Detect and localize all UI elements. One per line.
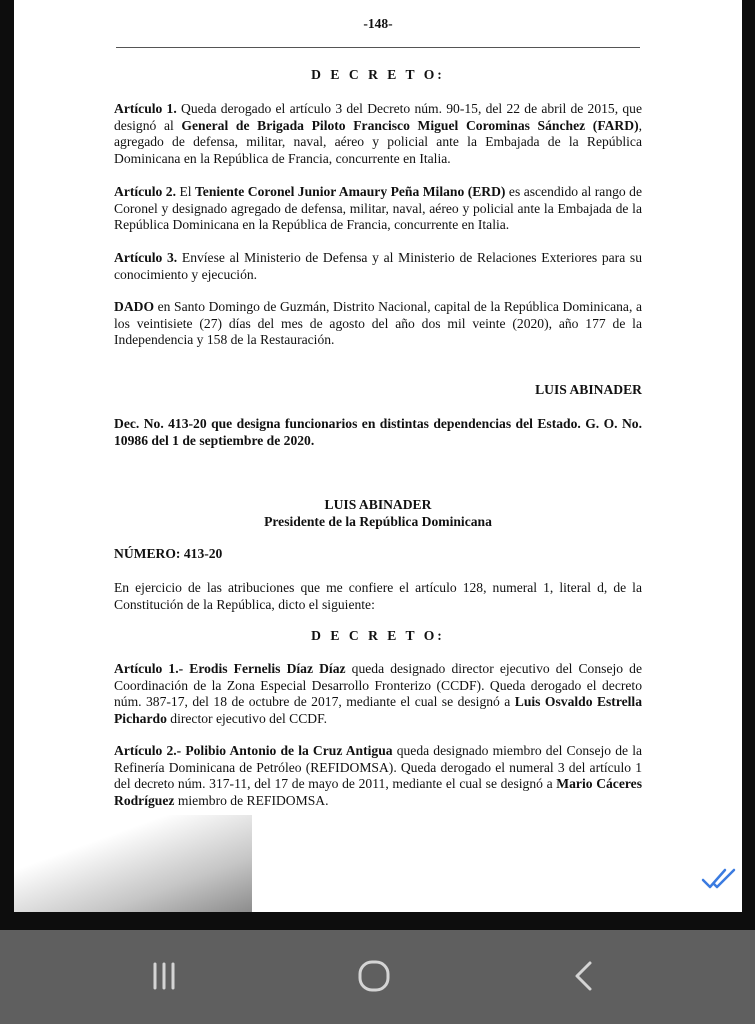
article-2-paragraph <box>114 184 642 234</box>
article-3-paragraph <box>114 250 642 283</box>
header-rule <box>116 47 640 48</box>
home-button[interactable] <box>346 948 402 1004</box>
decree2-article-2-name: Mario Cáceres Rodríguez <box>114 776 642 808</box>
decree2-article-1-text-end: director ejecutivo del CCDF. <box>166 710 327 726</box>
dado-text: en Santo Domingo de Guzmán, Distrito Nacional, capital de la República Dominicana, a los veintisiete (27) días del mes de agosto del año dos mil veinte (2020), año 177 de la Independencia y 158 de la Restauración. <box>114 299 642 348</box>
article-2-lead: Artículo 2. <box>114 184 176 199</box>
decree-heading: D E C R E T O: <box>311 67 445 82</box>
decree2-article-1 <box>114 661 642 727</box>
article-1-lead: Artículo 1. <box>114 101 177 116</box>
decree2-article-2-lead: Artículo 2.- Polibio Antonio de la Cruz Antigua <box>114 743 393 758</box>
decree2-article-2 <box>114 743 642 809</box>
article-1-text: Queda derogado el artículo 3 del Decreto núm. 90-15, del 22 de abril de 2015, que designó al <box>114 101 642 133</box>
decree-summary: Dec. No. 413-20 que designa funcionarios en distintas dependencias del Estado. G. O. No. 10986 del 1 de septiembre de 2020. <box>114 416 642 448</box>
dado-paragraph <box>114 299 642 349</box>
article-2-name: Teniente Coronel Junior Amaury Peña Milano (ERD) <box>194 184 506 199</box>
double-check-icon <box>700 866 740 892</box>
decree2-article-2-text-end: miembro de REFIDOMSA. <box>174 792 329 808</box>
back-icon <box>566 958 602 994</box>
decree2-article-2-text: queda designado miembro del Consejo de la Refinería Dominicana de Petróleo (REFIDOMSA). Queda derogado el numeral 3 del artículo 1 del decreto núm. 317-11, del 17 de mayo de 2011, mediante el cual se designó a <box>114 743 642 792</box>
preamble: En ejercicio de las atribuciones que me confiere el artículo 128, numeral 1, literal d, de la Constitución de la República, dicto el siguiente: <box>114 580 642 612</box>
article-2-text: El <box>175 184 195 199</box>
back-button[interactable] <box>556 948 612 1004</box>
page-number: -148- <box>363 16 393 31</box>
signature: LUIS ABINADER <box>535 382 642 397</box>
home-icon <box>354 956 394 996</box>
dado-lead: DADO <box>114 299 155 314</box>
article-3-lead: Artículo 3. <box>114 250 178 265</box>
decree2-article-1-text: queda designado director ejecutivo del Consejo de Coordinación de la Zona Especial Desarrollo Fronterizo (CCDF). Queda derogado el decreto núm. 387-17, del 18 de octubre de 2017, mediante el cual se designó a <box>114 661 642 710</box>
page-shadow <box>14 815 252 912</box>
android-navigation-bar <box>0 930 755 1024</box>
decree2-article-1-lead: Artículo 1.- Erodis Fernelis Díaz Díaz <box>114 661 346 676</box>
president-title: Presidente de la República Dominicana <box>264 514 492 529</box>
article-3-text: Envíese al Ministerio de Defensa y al Ministerio de Relaciones Exteriores para su conocimiento y ejecución. <box>114 250 642 282</box>
president-name: LUIS ABINADER <box>324 497 432 512</box>
article-1-name: General de Brigada Piloto Francisco Miguel Corominas Sánchez (FARD) <box>181 117 639 133</box>
article-2-text-end: es ascendido al rango de Coronel y designado agregado de defensa, militar, naval, aéreo y policial ante la Embajada de la República Dominicana en la República de Francia, concurrente en Italia. <box>114 184 643 233</box>
recents-icon <box>146 958 182 994</box>
article-1-paragraph <box>114 101 642 167</box>
recents-button[interactable] <box>136 948 192 1004</box>
document-page <box>14 0 742 912</box>
decree-heading-2: D E C R E T O: <box>311 628 445 643</box>
decree2-article-1-name: Luis Osvaldo Estrella Pichardo <box>114 694 643 726</box>
decree-number: NÚMERO: 413-20 <box>114 546 223 561</box>
article-1-text-end: , agregado de defensa, militar, naval, aéreo y policial ante la Embajada de la República Dominicana en la República de Francia, concurrente en Italia. <box>114 117 642 166</box>
